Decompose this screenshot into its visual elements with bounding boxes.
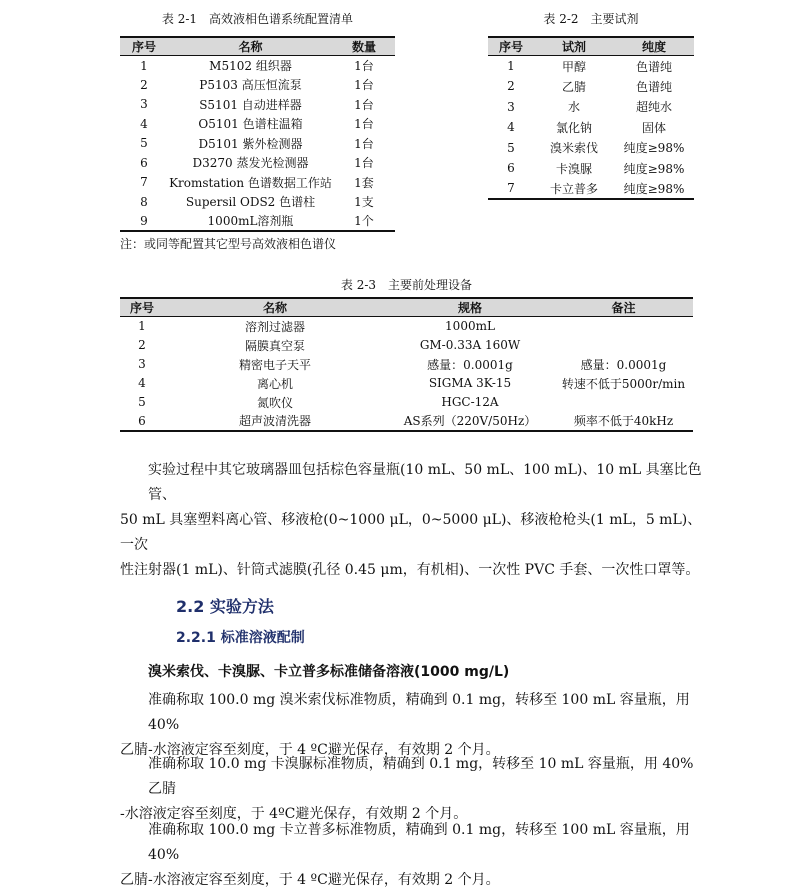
paragraph-line: -水溶液定容至刻度，于 4ºC避光保存，有效期 2 个月。 xyxy=(120,806,468,822)
table1-caption: 表 2-1 高效液相色谱系统配置清单 xyxy=(161,12,354,26)
equipment-paragraph xyxy=(120,458,705,583)
table-cell: 4 xyxy=(138,376,146,390)
table-cell: 1台 xyxy=(354,117,374,132)
table-cell: 5 xyxy=(140,136,148,151)
paragraph-line: 实验过程中其它玻璃器皿包括棕色容量瓶(10 mL、50 mL、100 mL)、10 mL 具塞比色管、 xyxy=(148,462,702,503)
paragraph-line: 准确称取 100.0 mg 溴米索伐标准物质，精确到 0.1 mg，转移至 100 mL 容量瓶，用 40% xyxy=(148,692,690,733)
table-cell: 1台 xyxy=(354,78,374,93)
table-cell xyxy=(554,336,693,355)
table-cell: 3 xyxy=(138,357,146,371)
table-cell: 甲醇 xyxy=(561,59,586,74)
paragraph-line: 准确称取 100.0 mg 卡立普多标准物质，精确到 0.1 mg，转移至 100 mL 容量瓶，用 40% xyxy=(148,822,690,863)
table-cell: D5101 紫外检测器 xyxy=(198,136,303,151)
table-cell xyxy=(554,393,693,412)
table-cell: 1台 xyxy=(354,136,374,151)
table-cell: 5 xyxy=(138,395,146,409)
table-cell: 7 xyxy=(140,175,148,190)
paragraph-line: 性注射器(1 mL)、针筒式滤膜(孔径 0.45 μm，有机相)、一次性 PVC 手套、一次性口罩等。 xyxy=(120,562,700,578)
table-cell: 1支 xyxy=(354,195,374,210)
table-cell: 6 xyxy=(138,413,146,428)
table-cell: AS系列（220V/50Hz） xyxy=(403,414,537,428)
table-cell: GM-0.33A 160W xyxy=(419,338,521,352)
table-cell: 7 xyxy=(507,181,515,196)
table-cell: 氯化钠 xyxy=(555,120,592,135)
table-cell: 超声波清洗器 xyxy=(238,414,311,428)
table3-caption: 表 2-3 主要前处理设备 xyxy=(340,278,473,292)
table-cell: 8 xyxy=(140,194,148,209)
table-cell: 乙腈 xyxy=(561,79,586,94)
table-cell: 色谱纯 xyxy=(635,79,672,94)
table3-header-remark: 备注 xyxy=(554,298,693,317)
table-cell: 4 xyxy=(507,120,515,135)
table-cell: 1台 xyxy=(354,59,374,73)
table-cell: 6 xyxy=(507,161,515,176)
table-cell: 2 xyxy=(138,338,146,352)
table-cell: 超纯水 xyxy=(635,100,672,115)
table-cell: 溶剂过滤器 xyxy=(244,319,305,334)
table-cell: 6 xyxy=(140,155,148,170)
table-cell: 1个 xyxy=(354,214,374,229)
table-cell: 2 xyxy=(507,79,515,94)
table-cell: 1 xyxy=(138,319,146,334)
table-cell: 感量：0.0001g xyxy=(427,357,513,372)
table-cell: 1套 xyxy=(354,175,374,190)
section-heading: 2.2 实验方法 xyxy=(176,597,274,616)
table-cell: 1台 xyxy=(354,97,374,112)
table-cell: D3270 蒸发光检测器 xyxy=(192,156,309,171)
table-cell: 隔膜真空泵 xyxy=(244,338,305,353)
subsection-heading: 2.2.1 标准溶液配制 xyxy=(176,630,305,646)
table1-header-qty: 数量 xyxy=(333,37,395,56)
table-cell: 1000mL溶剂瓶 xyxy=(207,214,294,229)
table2 xyxy=(488,36,694,200)
paragraph-line: 50 mL 具塞塑料离心管、移液枪(0~1000 μL，0~5000 μL)、移液枪枪头(1 mL，5 mL)、一次 xyxy=(120,512,702,553)
table-cell: 卡溴脲 xyxy=(555,161,592,176)
table-cell: HGC-12A xyxy=(441,395,499,409)
table-cell: S5101 自动进样器 xyxy=(199,97,302,112)
table-cell: 1 xyxy=(507,59,515,73)
solution-heading: 溴米索伐、卡溴脲、卡立普多标准储备溶液(1000 mg/L) xyxy=(148,664,510,680)
table-cell xyxy=(554,317,693,336)
table-cell: 9 xyxy=(140,213,148,228)
table-cell: 2 xyxy=(140,77,148,92)
table-cell: SIGMA 3K-15 xyxy=(428,376,512,390)
table-cell: 1 xyxy=(140,58,148,73)
table-cell: 氮吹仪 xyxy=(256,395,293,410)
table2-header-purity: 纯度 xyxy=(614,37,694,56)
table3-header-name: 名称 xyxy=(164,298,386,317)
table-cell: 5 xyxy=(507,140,515,155)
table-cell: 感量：0.0001g xyxy=(580,357,667,372)
table-cell: 3 xyxy=(140,97,148,112)
table-cell: 卡立普多 xyxy=(549,181,598,196)
table2-caption: 表 2-2 主要试剂 xyxy=(543,12,639,26)
table-cell: 纯度≥98% xyxy=(623,141,685,156)
table-cell: 色谱纯 xyxy=(635,59,672,74)
table-cell: 离心机 xyxy=(256,376,293,391)
table2-header-reagent: 试剂 xyxy=(534,37,614,56)
table1 xyxy=(120,36,395,232)
table3-header-spec: 规格 xyxy=(386,298,554,317)
table1-header-no: 序号 xyxy=(120,37,168,56)
table-cell: 水 xyxy=(567,100,580,115)
paragraph-line: 乙腈-水溶液定容至刻度，于 4 ºC避光保存，有效期 2 个月。 xyxy=(120,872,500,888)
table-cell: Supersil ODS2 色谱柱 xyxy=(185,195,316,210)
table-cell: M5102 组织器 xyxy=(209,59,292,73)
table-cell: 固体 xyxy=(641,120,666,135)
table1-note: 注：或同等配置其它型号高效液相色谱仪 xyxy=(120,237,337,251)
table-cell: 1台 xyxy=(354,156,374,171)
table-cell: 1000mL xyxy=(445,319,495,334)
table-cell: 溴米索伐 xyxy=(549,141,598,156)
table-cell: 纯度≥98% xyxy=(623,181,685,196)
table-cell: P5103 高压恒流泵 xyxy=(199,78,302,93)
table3-header-no: 序号 xyxy=(120,298,164,317)
table-cell: 4 xyxy=(140,116,148,131)
table-cell: 转速不低于5000r/min xyxy=(561,376,686,391)
table1-header-name: 名称 xyxy=(168,37,333,56)
table2-header-no: 序号 xyxy=(488,37,534,56)
table-cell: 精密电子天平 xyxy=(238,357,311,372)
carbromal-paragraph xyxy=(120,752,705,827)
table-cell: 3 xyxy=(507,99,515,114)
paragraph-line: 乙腈-水溶液定容至刻度，于 4 ºC避光保存，有效期 2 个月。 xyxy=(120,742,500,758)
table3 xyxy=(120,297,693,432)
table-cell: O5101 色谱柱温箱 xyxy=(198,117,303,132)
paragraph-line: 准确称取 10.0 mg 卡溴脲标准物质，精确到 0.1 mg，转移至 10 mL 容量瓶，用 40%乙腈 xyxy=(148,756,694,797)
table-cell: 频率不低于40kHz xyxy=(573,414,674,428)
table-cell: Kromstation 色谱数据工作站 xyxy=(169,175,332,190)
table-cell: 纯度≥98% xyxy=(623,161,685,176)
